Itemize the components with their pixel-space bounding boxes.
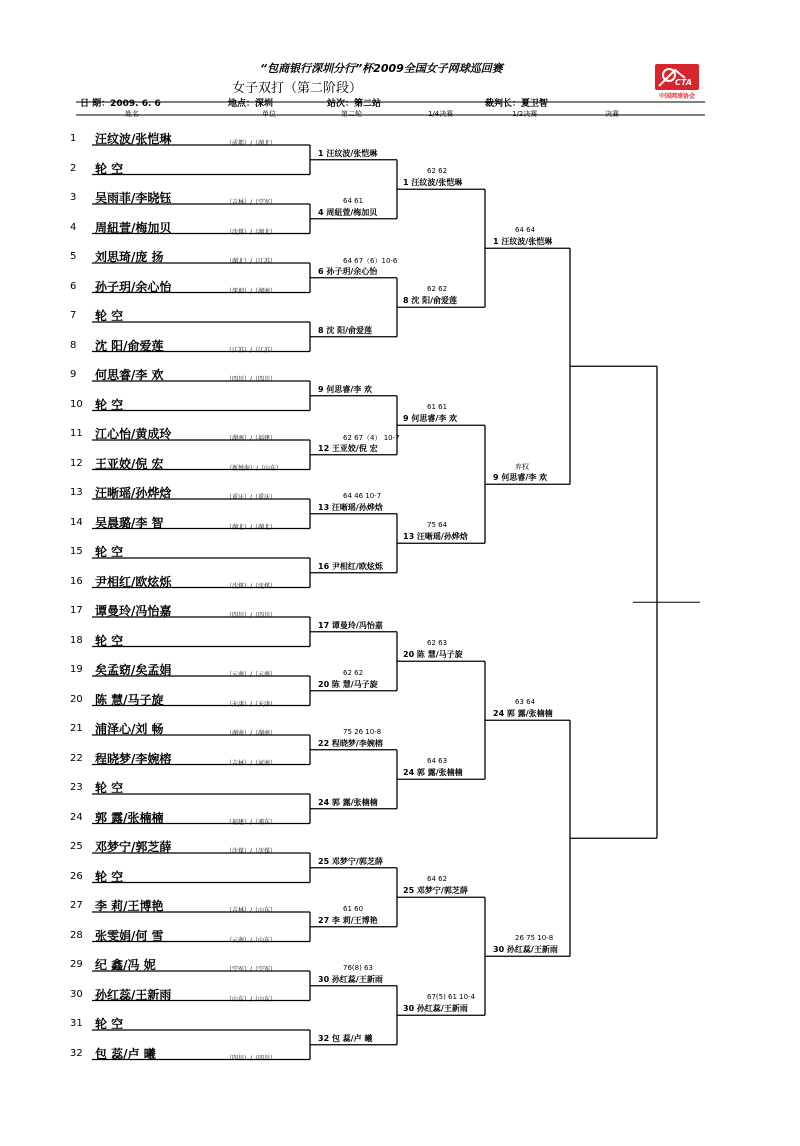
cta-org: 中国网球协会 (658, 93, 695, 100)
match-referee: 裁判长：夏卫智 (485, 99, 549, 109)
entry-name: 刘思琦/庞 扬 (95, 250, 164, 264)
entry-name: 轮 空 (95, 161, 124, 176)
col-name: 姓名 (125, 110, 139, 118)
entry-region: （湖南）/（湖南） (226, 730, 277, 737)
round2-winner: 13 汪晰瑶/孙烨焓 (318, 502, 383, 512)
entry-seed: 32 (70, 1047, 83, 1059)
entry-region: （湖南）/（福建） (226, 435, 277, 442)
round2-score: 64 67（6）10-6 (343, 256, 398, 265)
entry-seed: 29 (70, 959, 83, 970)
quarter-score: 62 62 (427, 167, 448, 176)
entry-region: （空军）/（空军） (226, 966, 277, 973)
quarter-winner: 20 陈 慧/马子旋 (403, 650, 463, 660)
match-date: 日 期：2009. 6. 6 (80, 99, 161, 109)
entry-name: 吴晨璐/李 智 (95, 515, 164, 530)
entry-region: （深圳）/（湖南） (226, 287, 277, 295)
entry-seed: 9 (70, 369, 77, 380)
quarter-score: 64 62 (427, 875, 448, 884)
entry-seed: 23 (70, 782, 83, 793)
quarter-score: 62 63 (427, 639, 448, 648)
quarter-winner: 1 汪纹波/张恺琳 (403, 178, 463, 188)
col-semi: 1/2决赛 (512, 110, 538, 118)
entry-region: （四川）/（四川） (226, 1054, 277, 1062)
round2-winner: 8 沈 阳/俞爱莲 (318, 325, 373, 335)
col-quarter: 1/4决赛 (428, 110, 454, 118)
entry-region: （江苏）/（江苏） (226, 346, 277, 354)
semi-score: 64 64 (515, 226, 536, 235)
match-venue: 地点：深圳 (228, 99, 274, 109)
entry-seed: 6 (70, 280, 77, 292)
entry-region: （重庆）/（重庆） (226, 494, 277, 501)
entry-name: 张雯娟/何 雪 (95, 928, 164, 943)
quarter-winner: 25 邓梦宁/郭芝薛 (403, 886, 468, 896)
round2-score: 64 61 (343, 196, 364, 205)
entry-region: （四川）/（四川） (226, 376, 277, 383)
semi-score: 弃权 (515, 463, 529, 472)
round2-winner: 12 王亚姣/倪 宏 (318, 443, 378, 453)
entry-region: （吉林）/（河南） (226, 759, 277, 767)
entry-seed: 3 (70, 192, 77, 203)
entry-name: 陈 慧/马子旋 (95, 692, 164, 707)
entry-region: （湖北）/（湖北） (226, 523, 277, 531)
quarter-winner: 8 沈 阳/俞爱莲 (403, 296, 458, 306)
entry-seed: 27 (70, 900, 83, 911)
round2-winner: 32 包 蕊/卢 曦 (318, 1033, 373, 1043)
entry-seed: 31 (70, 1018, 83, 1029)
entry-name: 轮 空 (95, 309, 124, 323)
entry-name: 轮 空 (95, 781, 124, 795)
entry-name: 王亚姣/倪 宏 (95, 456, 164, 471)
entry-name: 周紐萱/梅加贝 (95, 220, 172, 235)
quarter-score: 75 64 (427, 521, 448, 530)
round2-winner: 30 孙红蕊/王新雨 (318, 974, 383, 984)
entry-region: （四川）/（四川） (226, 612, 277, 619)
quarter-winner: 24 郭 露/张楠楠 (403, 768, 463, 778)
entry-seed: 24 (70, 811, 83, 823)
entry-name: 郭 露/张楠楠 (95, 810, 164, 825)
entry-name: 孙红蕊/王新雨 (95, 987, 172, 1002)
entry-region: （吉林）/（空军） (226, 199, 277, 206)
entry-seed: 17 (70, 605, 83, 616)
quarter-score: 61 61 (427, 403, 448, 412)
entry-seed: 30 (70, 988, 83, 1000)
semi-winner: 1 汪纹波/张恺琳 (493, 237, 553, 247)
entry-name: 尹相红/欧炫烁 (95, 574, 172, 589)
entry-seed: 20 (70, 693, 83, 705)
entry-name: 何思睿/李 欢 (95, 368, 164, 382)
round2-winner: 22 程晓梦/李婉榕 (318, 738, 383, 748)
entry-region: （湖北）/（江苏） (226, 258, 277, 265)
entry-region: （沈煤）/（沈煤） (226, 582, 277, 590)
entry-name: 沈 阳/俞爱莲 (95, 338, 164, 353)
entry-name: 吴雨菲/李晓钰 (95, 191, 172, 205)
entry-region: （成都）/（湖北） (226, 140, 277, 147)
semi-winner: 30 孙红蕊/王新雨 (493, 945, 558, 955)
semi-winner: 24 郭 露/张楠楠 (493, 709, 553, 719)
semi-score: 63 64 (515, 698, 536, 707)
entry-name: 轮 空 (95, 1017, 124, 1031)
entry-region: （吉林）/（山东） (226, 907, 277, 914)
entry-name: 轮 空 (95, 633, 124, 648)
cta-abbr: CTA (675, 78, 692, 87)
semi-winner: 9 何思睿/李 欢 (493, 473, 548, 483)
quarter-score: 67(5) 61 10-4 (427, 993, 476, 1002)
round2-score: 75 26 10-8 (343, 727, 382, 736)
round2-score: 76(8) 63 (343, 963, 373, 972)
entry-seed: 26 (70, 870, 83, 882)
quarter-winner: 13 汪晰瑶/孙烨焓 (403, 532, 468, 542)
entry-region: （天津）/（天津） (226, 700, 277, 708)
entry-region: （云南）/（山东） (226, 936, 277, 944)
entry-name: 纪 鑫/冯 妮 (95, 958, 156, 972)
entry-seed: 5 (70, 251, 77, 262)
quarter-score: 64 63 (427, 757, 448, 766)
col-unit: 单位 (262, 110, 276, 118)
entry-name: 包 蕊/卢 曦 (95, 1046, 156, 1061)
quarter-winner: 9 何思睿/李 欢 (403, 414, 458, 424)
event-subtitle: 女子双打（第二阶段） (232, 81, 363, 96)
round2-winner: 4 周紐萱/梅加贝 (318, 207, 378, 217)
round2-score: 62 67（4） 10-7 (343, 433, 400, 442)
entry-seed: 13 (70, 487, 83, 498)
entry-seed: 11 (70, 428, 83, 439)
entry-region: （新悦海）/（山东） (226, 464, 283, 472)
entry-name: 邓梦宁/郭芝薛 (95, 840, 172, 854)
entry-seed: 21 (70, 723, 83, 734)
entry-seed: 19 (70, 664, 83, 675)
col-round2: 第二轮 (341, 110, 362, 118)
cta-emblem-icon (655, 64, 699, 90)
col-final: 决赛 (605, 110, 619, 118)
entry-region: （沈煤）/（沈煤） (226, 848, 277, 855)
entry-seed: 16 (70, 575, 83, 587)
entry-name: 汪纹波/张恺琳 (95, 132, 172, 146)
round2-winner: 16 尹相红/欧炫烁 (318, 561, 383, 571)
round2-winner: 9 何思睿/李 欢 (318, 384, 373, 394)
entry-seed: 28 (70, 929, 83, 941)
round2-score: 64 46 10-7 (343, 491, 382, 500)
round2-winner: 20 陈 慧/马子旋 (318, 679, 378, 689)
entry-region: （福建）/（浦东） (226, 818, 277, 826)
round2-winner: 27 李 莉/王博艳 (318, 915, 378, 925)
entry-name: 轮 空 (95, 869, 124, 884)
round2-winner: 25 邓梦宁/郭芝薛 (318, 856, 383, 866)
entry-seed: 12 (70, 457, 83, 469)
entry-seed: 4 (70, 221, 77, 233)
entry-name: 浦泽心/刘 畅 (95, 722, 164, 736)
entry-name: 孙子玥/余心怡 (95, 279, 172, 294)
entry-seed: 25 (70, 841, 83, 852)
entry-name: 轮 空 (95, 397, 124, 412)
round2-winner: 24 郭 露/张楠楠 (318, 797, 378, 807)
match-stage: 站次：第二站 (327, 99, 382, 109)
entry-seed: 18 (70, 634, 83, 646)
entry-name: 汪晰瑶/孙烨焓 (95, 486, 172, 500)
entry-seed: 14 (70, 516, 83, 528)
entry-name: 矣孟窈/矣孟娟 (95, 663, 172, 677)
entry-seed: 22 (70, 752, 83, 764)
entry-region: （山东）/（山东） (226, 995, 277, 1003)
round2-score: 62 62 (343, 668, 364, 677)
entry-name: 轮 空 (95, 545, 124, 559)
entry-region: （沈煤）/（湖北） (226, 228, 277, 236)
entry-seed: 7 (70, 310, 77, 321)
entry-seed: 15 (70, 546, 83, 557)
entry-region: （云南）/（云南） (226, 671, 277, 678)
quarter-score: 62 62 (427, 285, 448, 294)
entry-name: 江心怡/黄成玲 (95, 427, 172, 441)
entry-name: 程晓梦/李婉榕 (95, 751, 172, 766)
event-title: “包商银行深圳分行”杯2009全国女子网球巡回赛 (260, 62, 503, 75)
entry-seed: 2 (70, 162, 77, 174)
quarter-winner: 30 孙红蕊/王新雨 (403, 1004, 468, 1014)
entry-seed: 1 (70, 133, 77, 144)
entry-name: 李 莉/王博艳 (95, 899, 164, 913)
semi-score: 26 75 10-8 (515, 934, 554, 943)
entry-name: 谭曼玲/冯怡嘉 (95, 604, 172, 618)
round2-winner: 1 汪纹波/张恺琳 (318, 148, 378, 158)
entry-seed: 10 (70, 398, 83, 410)
cta-logo (652, 64, 702, 100)
round2-score: 61 60 (343, 904, 364, 913)
round2-winner: 17 谭曼玲/冯怡嘉 (318, 620, 383, 630)
round2-winner: 6 孙子玥/余心怡 (318, 266, 378, 276)
entry-seed: 8 (70, 339, 77, 351)
